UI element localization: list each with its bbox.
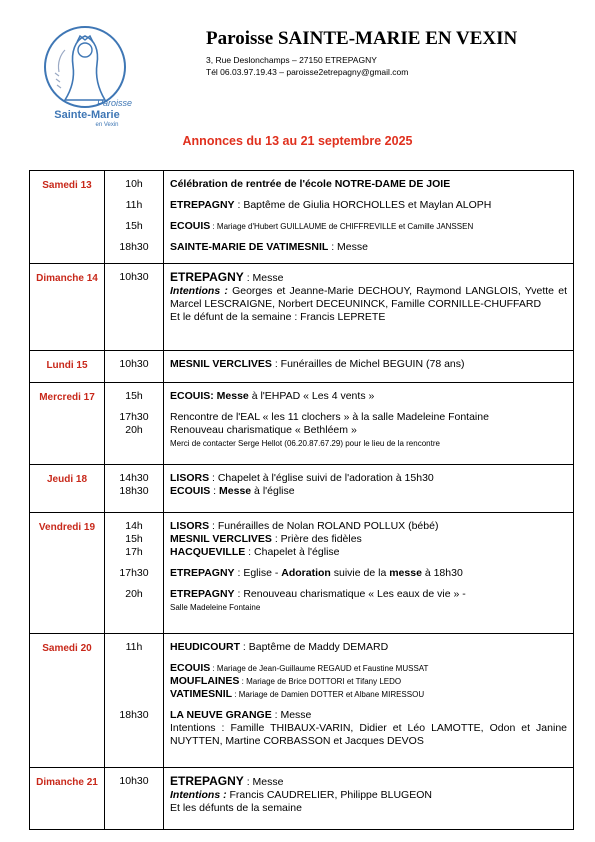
event-time <box>105 788 163 801</box>
event-detail: Et les défunts de la semaine <box>170 802 302 814</box>
place-name: Adoration <box>281 567 331 579</box>
event-detail: à l'église <box>251 485 295 497</box>
event-detail: : Baptême de Maddy DEMARD <box>240 641 389 653</box>
event-column <box>164 465 574 513</box>
place-name: ECOUIS <box>170 662 211 674</box>
event-detail: : Mariage de Jean-Guillaume REGAUD et Faustine MUSSAT <box>210 664 429 673</box>
place-name: Célébration de rentrée de l'école NOTRE-DAME DE JOIE <box>170 178 451 190</box>
spacer <box>105 403 163 411</box>
event-time: 11h <box>125 641 143 653</box>
place-name: ECOUIS: Messe <box>170 390 249 402</box>
event-description <box>170 520 567 533</box>
event-detail: à l'EHPAD « Les 4 vents » <box>248 390 375 402</box>
event-time: 14h <box>125 520 143 532</box>
event-column <box>164 264 574 351</box>
event-detail: : Mariage de Damien DOTTER et Albane MIRESSOU <box>232 690 425 699</box>
event-detail: : Funérailles de Michel BEGUIN (78 ans) <box>271 358 465 370</box>
intentions-label: Intentions : <box>170 789 227 801</box>
spacer <box>105 233 163 241</box>
event-time: 18h30 <box>119 709 149 721</box>
event-time: 15h <box>125 390 143 402</box>
event-time: 10h30 <box>119 358 149 370</box>
event-description <box>170 709 567 722</box>
event-description <box>170 485 567 498</box>
event-description <box>170 775 567 789</box>
event-detail: Renouveau charismatique « Bethléem » <box>170 424 357 436</box>
parish-title: Paroisse SAINTE-MARIE EN VEXIN <box>206 28 518 49</box>
event-description <box>170 271 567 285</box>
event-column <box>164 634 574 768</box>
event-column <box>164 768 574 830</box>
intentions-label: Intentions : <box>170 285 228 297</box>
day-label: Mercredi 17 <box>30 383 105 465</box>
event-detail: Francis CAUDRELIER, Philippe BLUGEON <box>226 789 432 801</box>
event-detail: : Messe <box>243 776 284 788</box>
place-name: HACQUEVILLE <box>170 546 246 558</box>
event-description <box>170 411 567 424</box>
spacer <box>105 559 163 567</box>
logo-line2: Sainte-Marie <box>54 109 120 121</box>
event-description <box>170 601 567 614</box>
event-time: 11h <box>125 199 143 211</box>
event-description <box>170 285 567 311</box>
event-time: 20h <box>125 424 143 436</box>
spacer <box>170 212 567 220</box>
place-name: SAINTE-MARIE DE VATIMESNIL <box>170 241 329 253</box>
event-column <box>164 171 574 264</box>
event-description <box>170 472 567 485</box>
event-detail: : Prière des fidèles <box>271 533 362 545</box>
place-name: ECOUIS <box>170 220 211 232</box>
schedule-table <box>29 170 574 830</box>
event-detail: : Funérailles de Nolan ROLAND POLLUX (bébé) <box>209 520 439 532</box>
event-description <box>170 789 567 802</box>
event-time: 17h <box>125 546 143 558</box>
time-column <box>105 264 164 351</box>
place-name: MESNIL VERCLIVES <box>170 358 272 370</box>
spacer <box>170 559 567 567</box>
event-time <box>105 688 163 701</box>
event-detail: Merci de contacter Serge Hellot (06.20.87.67.29) pour le lieu de la rencontre <box>170 439 440 448</box>
spacer <box>105 654 163 662</box>
event-detail: à 18h30 <box>421 567 463 579</box>
place-name: MOUFLAINES <box>170 675 240 687</box>
event-column <box>164 351 574 383</box>
event-description <box>170 424 567 437</box>
day-label: Samedi 20 <box>30 634 105 768</box>
event-detail: Et le défunt de la semaine : Francis LEPRETE <box>170 311 386 323</box>
event-description <box>170 311 567 324</box>
event-time: 10h30 <box>119 775 149 787</box>
event-time <box>105 675 163 688</box>
event-description <box>170 588 567 601</box>
event-time <box>105 662 163 675</box>
day-label: Samedi 13 <box>30 171 105 264</box>
event-description <box>170 220 567 233</box>
event-description <box>170 688 567 701</box>
day-row <box>30 171 574 264</box>
spacer <box>170 701 567 709</box>
day-row <box>30 513 574 634</box>
event-description <box>170 437 567 450</box>
event-description <box>170 567 567 580</box>
day-label: Dimanche 14 <box>30 264 105 351</box>
event-description <box>170 641 567 654</box>
event-description <box>170 358 567 371</box>
event-time: 15h <box>125 220 143 232</box>
time-column <box>105 171 164 264</box>
place-name: ETREPAGNY <box>170 270 244 284</box>
event-time: 17h30 <box>119 411 149 423</box>
event-description <box>170 390 567 403</box>
event-time: 14h30 <box>119 472 149 484</box>
event-description <box>170 178 567 191</box>
event-detail: : <box>210 485 220 497</box>
parish-contact: Tél 06.03.97.19.43 – paroisse2etrepagny@gmail.com <box>206 67 409 77</box>
spacer <box>170 233 567 241</box>
place-name: VATIMESNIL <box>170 688 233 700</box>
event-detail: : Chapelet à l'église <box>245 546 340 558</box>
spacer <box>170 403 567 411</box>
event-description <box>170 662 567 675</box>
event-time: 17h30 <box>119 567 149 579</box>
event-time <box>105 437 163 450</box>
event-detail: Georges et Jeanne-Marie DECHOUY, Raymond LANGLOIS, Yvette et Marcel LESCRAIGNE, Norbert DECEUNINCK, Famille CORNILLE-CHUFFARD <box>170 285 567 310</box>
spacer <box>170 654 567 662</box>
place-name: LISORS <box>170 520 210 532</box>
spacer <box>170 580 567 588</box>
time-column <box>105 351 164 383</box>
event-detail: : Mariage de Brice DOTTORI et Tifany LEDO <box>239 677 402 686</box>
event-column <box>164 383 574 465</box>
day-row <box>30 264 574 351</box>
place-name: ECOUIS <box>170 485 211 497</box>
place-name: MESNIL VERCLIVES <box>170 533 272 545</box>
event-detail: suivie de la <box>330 567 390 579</box>
day-row <box>30 383 574 465</box>
event-detail: Salle Madeleine Fontaine <box>170 603 261 612</box>
place-name: ETREPAGNY <box>170 567 235 579</box>
event-detail: : Mariage d'Hubert GUILLAUME de CHIFFREVILLE et Camille JANSSEN <box>210 222 474 231</box>
event-detail: : Chapelet à l'église suivi de l'adoration à 15h30 <box>209 472 434 484</box>
event-time: 10h30 <box>119 271 149 283</box>
event-detail: : Messe <box>243 272 284 284</box>
event-detail: Rencontre de l'EAL « les 11 clochers » à la salle Madeleine Fontaine <box>170 411 489 423</box>
place-name: Messe <box>219 485 252 497</box>
event-detail: : Baptême de Giulia HORCHOLLES et Maylan ALOPH <box>234 199 492 211</box>
day-row <box>30 351 574 383</box>
place-name: messe <box>389 567 422 579</box>
event-description <box>170 199 567 212</box>
time-column <box>105 383 164 465</box>
event-description <box>170 722 567 748</box>
event-time <box>105 722 163 735</box>
day-label: Vendredi 19 <box>30 513 105 634</box>
event-time <box>105 297 163 310</box>
spacer <box>105 701 163 709</box>
announcement-title: Annonces du 13 au 21 septembre 2025 <box>182 134 413 148</box>
time-column <box>105 465 164 513</box>
event-time <box>105 801 163 814</box>
time-column <box>105 513 164 634</box>
day-row <box>30 634 574 768</box>
day-row <box>30 465 574 513</box>
spacer <box>105 191 163 199</box>
parish-logo <box>35 22 135 127</box>
day-label: Dimanche 21 <box>30 768 105 830</box>
spacer <box>105 212 163 220</box>
event-time: 18h30 <box>119 485 149 497</box>
time-column <box>105 634 164 768</box>
spacer <box>105 580 163 588</box>
event-detail: : Eglise - <box>234 567 282 579</box>
time-column <box>105 768 164 830</box>
event-column <box>164 513 574 634</box>
event-time: 20h <box>125 588 143 600</box>
event-description <box>170 546 567 559</box>
event-description <box>170 241 567 254</box>
day-label: Jeudi 18 <box>30 465 105 513</box>
event-time <box>105 284 163 297</box>
event-detail: : Messe <box>271 709 312 721</box>
event-time: 15h <box>125 533 143 545</box>
place-name: LA NEUVE GRANGE <box>170 709 272 721</box>
event-detail: : Messe <box>328 241 368 253</box>
event-time: 10h <box>125 178 143 190</box>
event-description <box>170 533 567 546</box>
event-time: 18h30 <box>119 241 149 253</box>
place-name: ETREPAGNY <box>170 199 235 211</box>
spacer <box>170 191 567 199</box>
event-detail: Intentions : Famille THIBAUX-VARIN, Didier et Léo LAMOTTE, Odon et Janine NUYTTEN, Martine CORBASSON et Jacques DEVOS <box>170 722 567 747</box>
place-name: ETREPAGNY <box>170 774 244 788</box>
event-detail: : Renouveau charismatique « Les eaux de vie » - <box>234 588 466 600</box>
logo-line1: Paroisse <box>97 98 133 108</box>
parish-address: 3, Rue Deslonchamps – 27150 ETREPAGNY <box>206 55 377 65</box>
day-label: Lundi 15 <box>30 351 105 383</box>
event-description <box>170 675 567 688</box>
event-description <box>170 802 567 815</box>
place-name: LISORS <box>170 472 210 484</box>
day-row <box>30 768 574 830</box>
place-name: ETREPAGNY <box>170 588 235 600</box>
place-name: HEUDICOURT <box>170 641 240 653</box>
logo-line3: en Vexin <box>95 122 119 127</box>
event-time <box>105 601 163 614</box>
